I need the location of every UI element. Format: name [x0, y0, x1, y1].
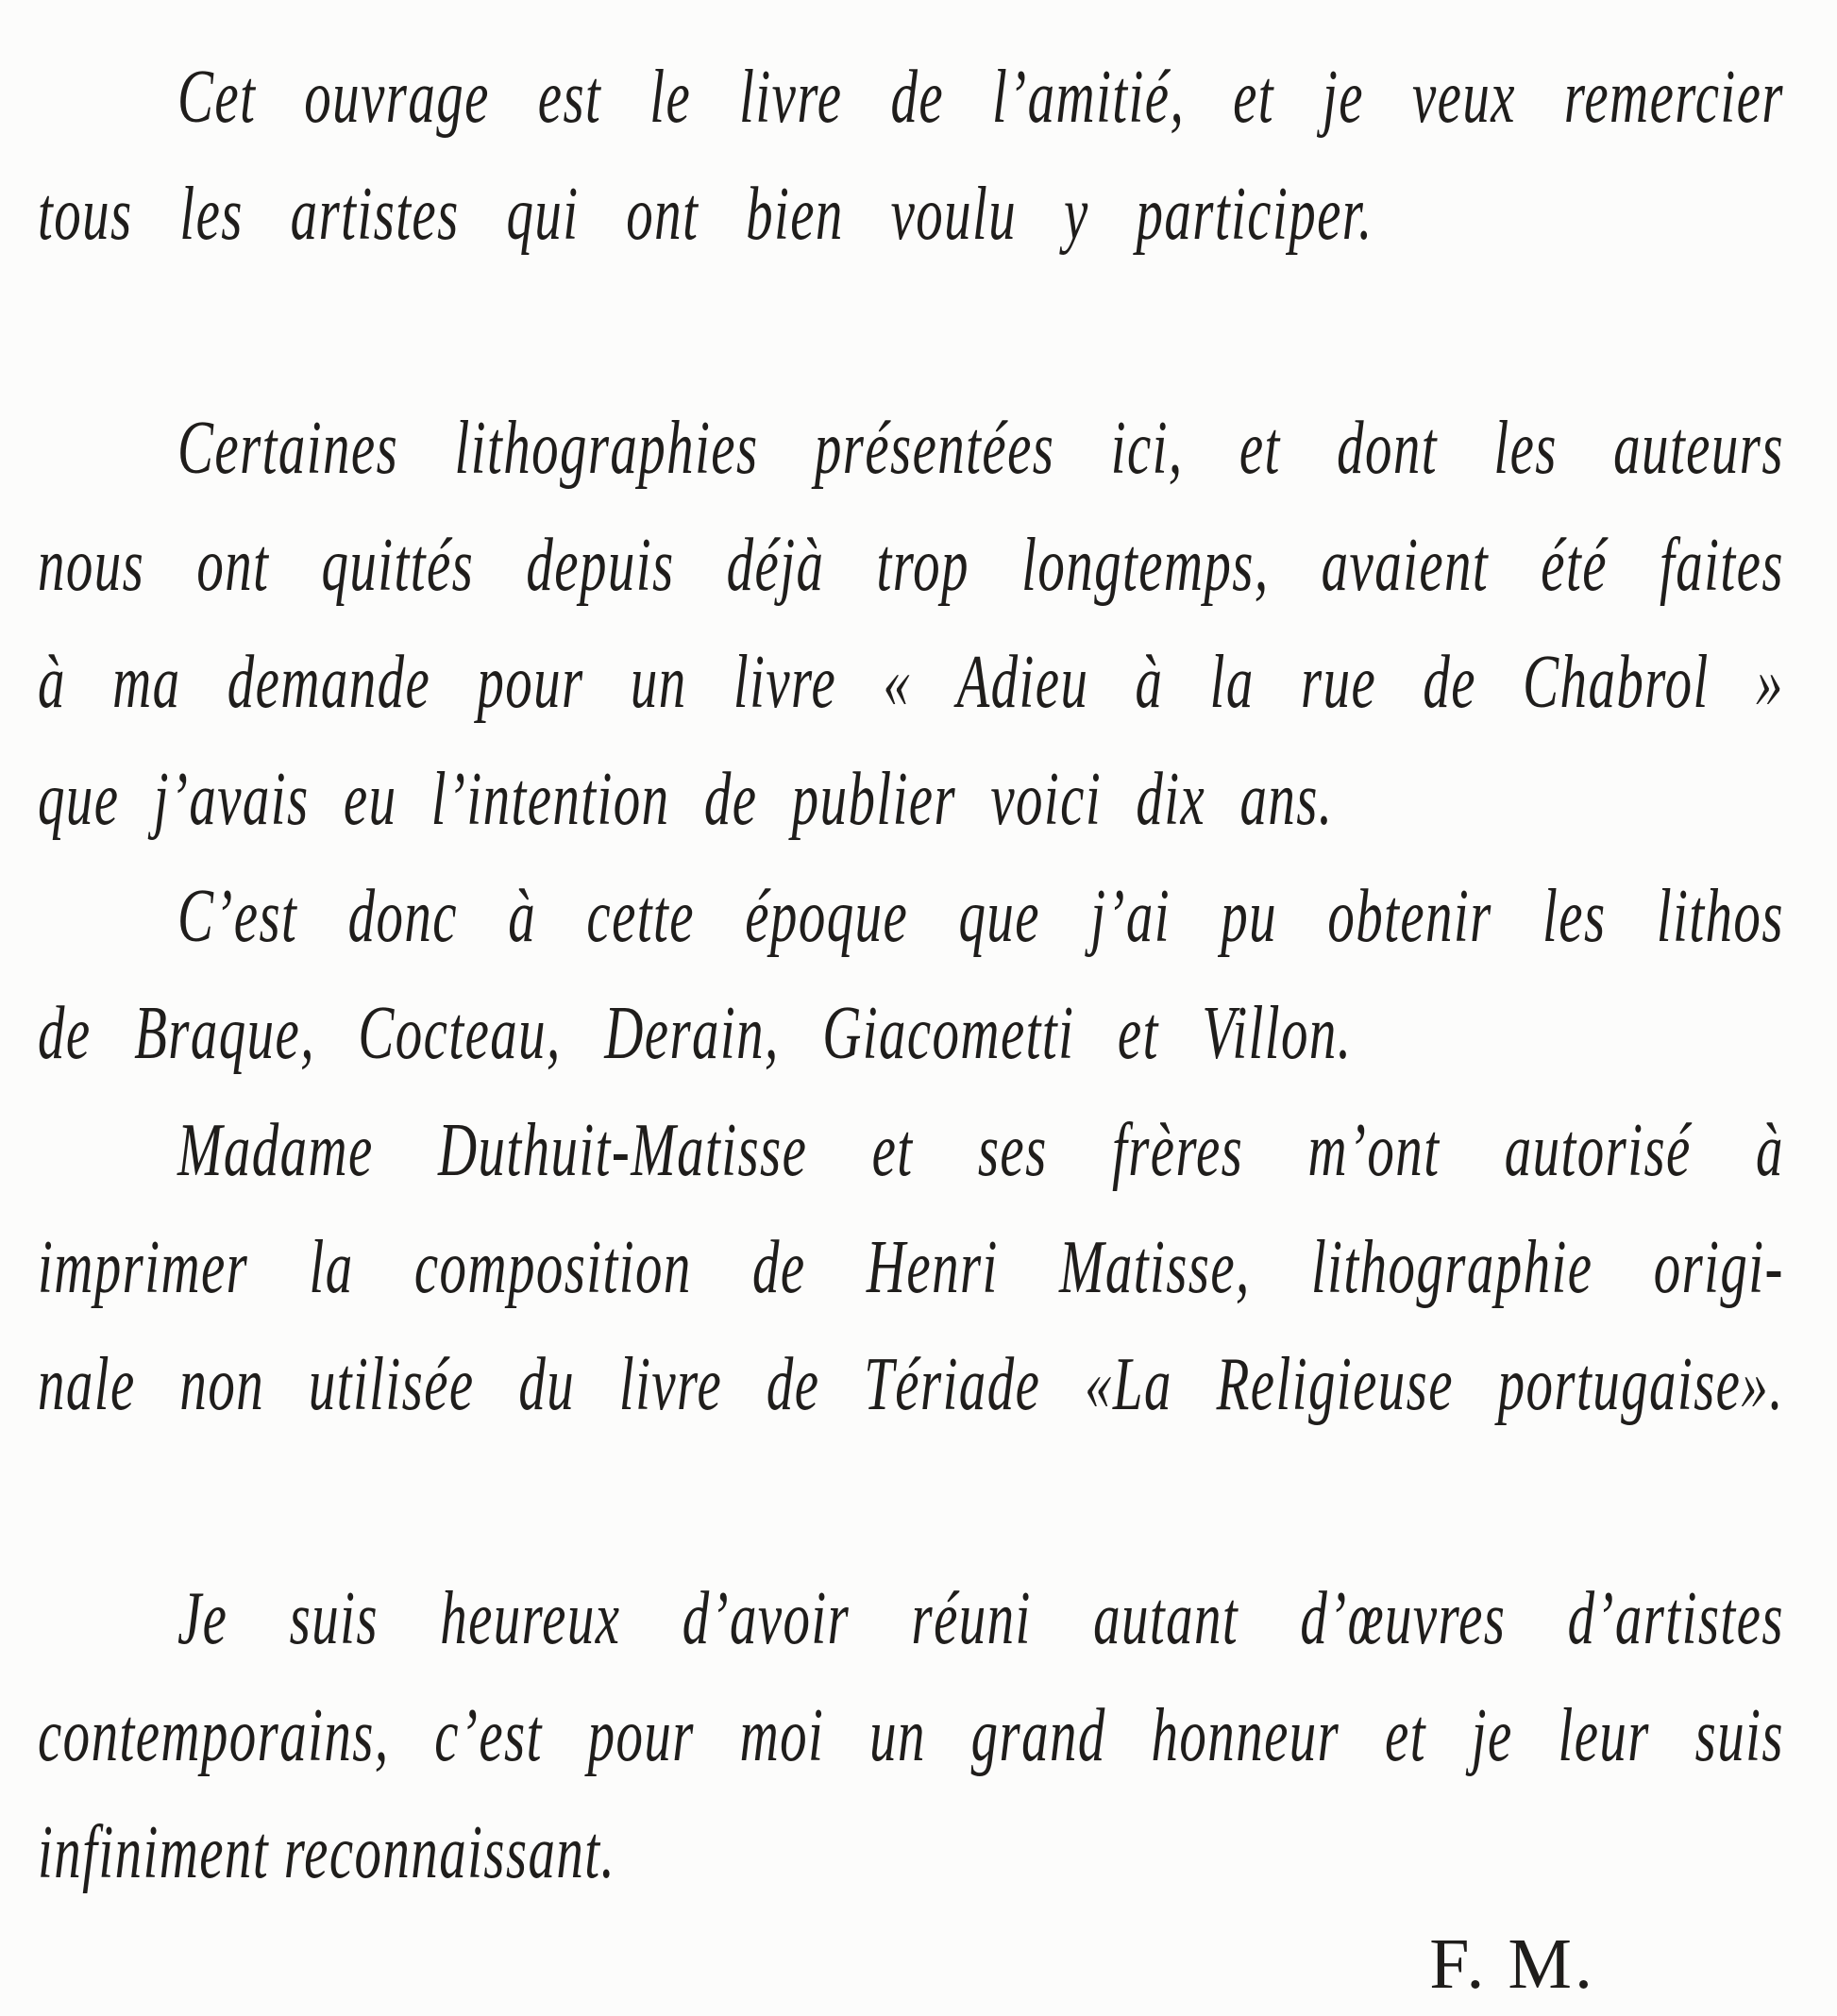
paragraph-gap [38, 1443, 1784, 1560]
text-line: à ma demande pour un livre « Adieu à la rue de Chabrol » [38, 641, 1784, 724]
text-line: que j’avais eu l’intention de publier voici dix ans. [38, 758, 1334, 841]
text-line: Madame Duthuit-Matisse et ses frères m’ont autorisé à [177, 1109, 1784, 1192]
signature: F. M. [1429, 1924, 1595, 2004]
text-line: nale non utilisée du livre de Tériade «La Religieuse portugaise». [38, 1343, 1784, 1426]
text-line: imprimer la composition de Henri Matisse, lithographie origi- [38, 1226, 1784, 1309]
text-line: Je suis heureux d’avoir réuni autant d’œuvres d’artistes [177, 1577, 1784, 1660]
text-block [38, 39, 1784, 1911]
text-line: Cet ouvrage est le livre de l’amitié, et je veux remercier [177, 56, 1784, 139]
text-line: infiniment reconnaissant. [38, 1811, 616, 1894]
paragraph-gap [38, 273, 1784, 390]
text-line: de Braque, Cocteau, Derain, Giacometti et Villon. [38, 992, 1353, 1075]
text-line: nous ont quittés depuis déjà trop longtemps, avaient été faites [38, 524, 1784, 607]
text-line: contemporains, c’est pour moi un grand honneur et je leur suis [38, 1694, 1784, 1777]
text-line: tous les artistes qui ont bien voulu y participer. [38, 173, 1374, 256]
text-line: Certaines lithographies présentées ici, et dont les auteurs [177, 407, 1784, 490]
text-line: C’est donc à cette époque que j’ai pu obtenir les lithos [177, 875, 1784, 958]
